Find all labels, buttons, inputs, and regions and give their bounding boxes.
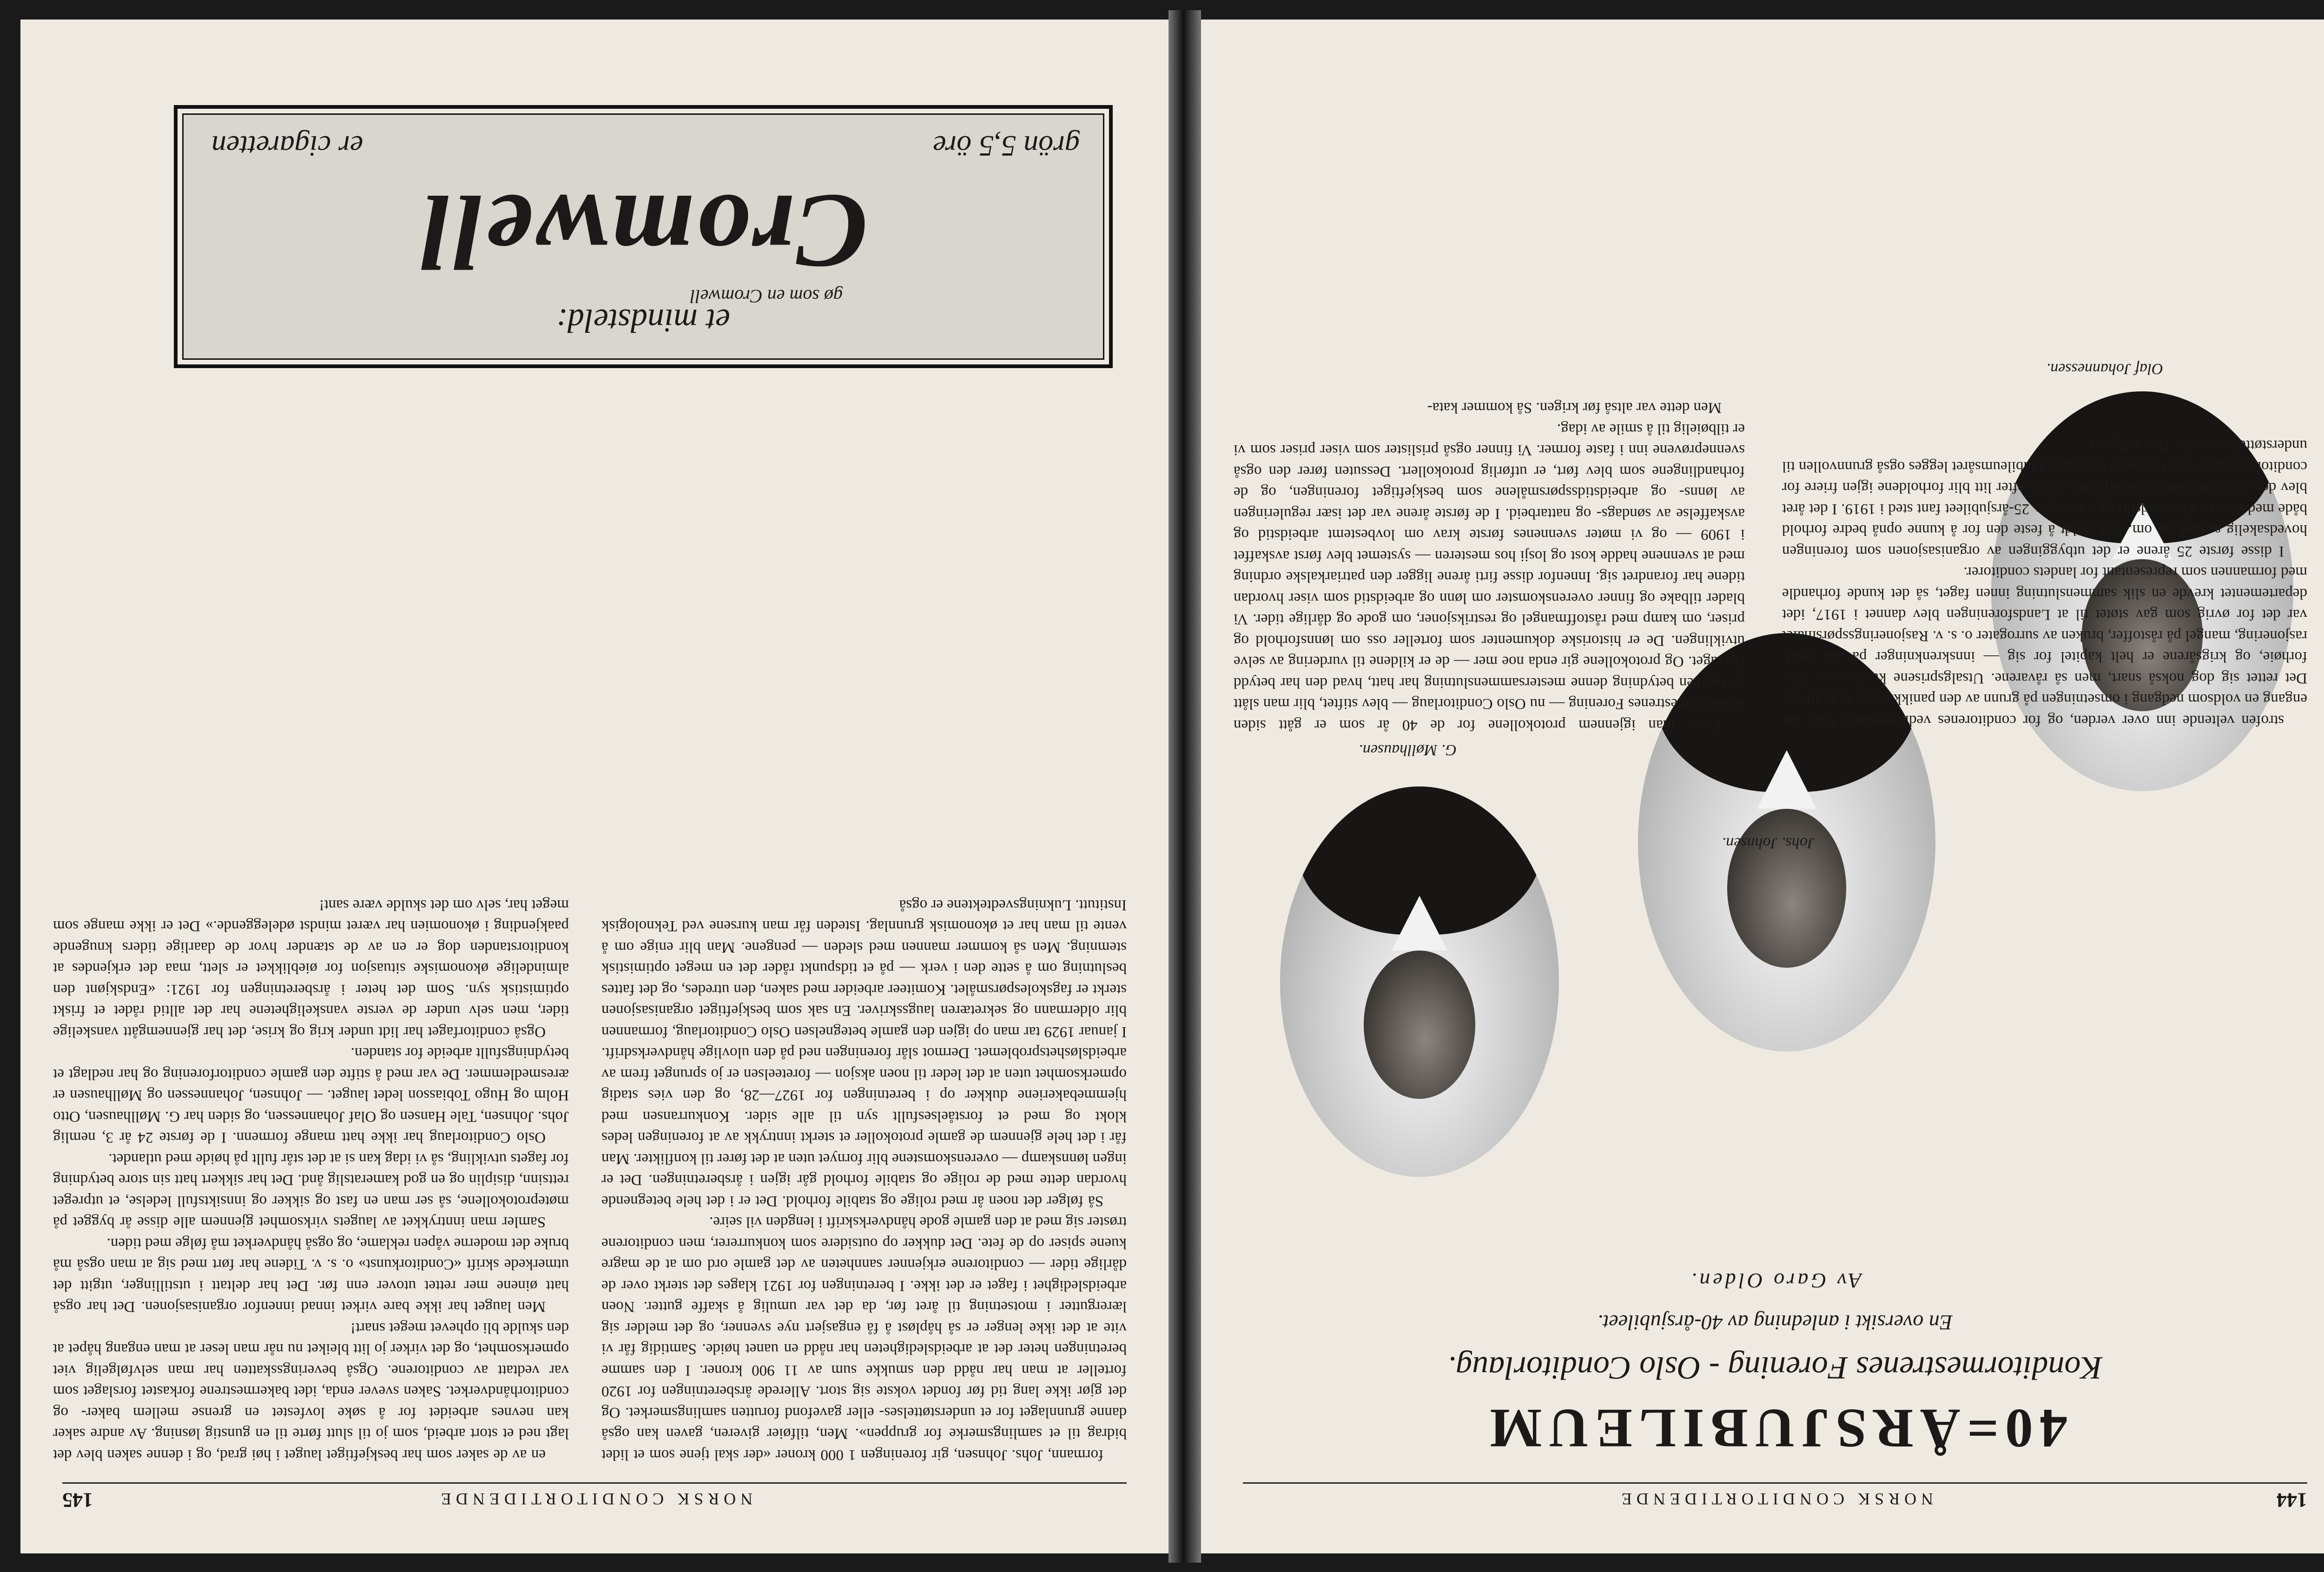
text-column [601,382,1127,1465]
ad-brand: Cromwell [418,172,869,291]
paragraph: Men lauget har ikke bare virket innad innenfor organisasjonen. Det har også hatt øinene mer rettet utover enn før. Det har deltatt i utstillinger, utgitt det utmerkede skrift «Conditorkunst» o. s. v. Tidene har ført med sig at man også må bruke det moderne våpen reklame, og også håndverket må følge med tiden. [53,1235,569,1315]
paragraph: Samler man inntrykket av laugets virksomhet gjennem alle disse år bygget på møteprotokollene, så ser man en fast og sikker og innsiktsfull ledelse, et utpreget rettsinn, disiplin og en god kameratslig ånd. Det har sikkert hatt sin store betydning for fagets utvikling, så vi idag kan si at det står fullt på høide med utlandet. [53,1150,569,1231]
book-gutter [1169,10,1201,1563]
paragraph: Leser man igjennem protokollene for de 40 år som er gått siden Konditormestrenes Forening — nu Oslo Conditorlaug — blev stiftet, blir man slått av hvilken betydning denne mestersammenslutning har hatt, hvad den har betydd for faget. Og protokollene gir enda noe mer — de er kildene til vurdering av selve utviklingen. De er historiske dokumenter som forteller oss om lønnsforhold og priser, om kamp med råstoffmangel og restriksjoner, om gode og dårlige tider. Vi blader tilbake og finner overenskomster om lønn og arbeidstid som viser hvordan tidene har forandret sig. Innenfor disse firti årene ligger den patriarkalske ordning med at svennene hadde kost og losji hos mesteren — systemet blev først avskaffet i 1909 — og vi møter svennenes første krav om lovbestemt arbeidstid og avskaffelse av søndags- og nattarbeid. I de første årene var det især reguleringen av lønns- og arbeidstidsspørsmålene som beskjeftiget foreningen, og de forhandlingene som blev ført, er utførlig protokollert. Dessuten fører den også svenneprøvene inn i faste former. Vi finner også prislister som viser priser som vi er tilbøielig til å smile av idag. [1234,421,1745,733]
page-145 [20,20,1169,1553]
paragraph: formann, Johs. Johnsen, gir foreningen 1 000 kroner «der skal tjene som et lidet bidrag til et samlingsmerke for gruppen». Men, tilføier giveren, gaven kan også danne grunnlaget for et understøttelses- eller gavefond forutten samlingsmerket. Og det gjør ikke lang tid før fondet vokste sig stort. Allerede årsberetningen for 1920 forteller at man har nådd den smukke sum av 11 900 kroner. I den samme beretningen heter det at arbeidsledigheten har nådd en uanet høide. Samtidig får vi vite at det ikke lenger er så håpløst å få engasjert nye svenner, og det melder sig lærergutter i motsetning til året før, da det var umulig å skaffe gutter. Noen arbeidsledighet i faget er det ikke. I beretningen for 1921 klages det sterkt over de dårlige tider — conditorene erkjenner sannheten av det gamle ord om at de magre kuene spiser op de fete. Det dukker op outsidere som konkurrerer, men conditorene trøster sig med at den gamle gode håndverkskrift i lengden vil seire. [601,1214,1127,1463]
text-column [53,382,569,1465]
article-subheading: En oversikt i anledning av 40-årsjubileet. [1598,1311,1953,1334]
ad-line: er cigaretten [211,130,363,163]
portrait-caption: G. Møllhausen. [1359,741,1457,759]
text-column [1782,38,2307,731]
paragraph: Men dette var altså før krigen. Så kommer kata- [1427,399,1722,416]
article-subtitle: Konditormestrenes Forening - Oslo Conditorlaug. [1447,1350,2103,1386]
paragraph: Også conditorfaget har lidt under krig og krise, det har gjennemgått vanskelige tider, men selv under de verste vanskelighetene har det alltid rådet et friskt optimistisk syn. Som det heter i årsberetningen for 1921: «Endskjønt den almindelige økonomiske situasjon for øieblikket er slett, maa det erkjendes at konditorstanden dog er en av de stænder hvor de daarlige tiders knugende paakjending i økonomien har været mindst ødeleggende.» Det er ikke mange som meget har, selv om det skulde være sant! [53,897,569,1040]
paragraph: Så følger det noen år med rolige og stabile forhold. Det er i det hele betegnende hvordan dette med de rolige og stabile forhold går igjen i årsberetningen. Det er ingen lønnskamp — overenskomstene blir fornyet uten at det fører til konflikter. Man får i det hele gjennem de gamle protokoller et sterkt inntrykk av at foreningen ledes klokt og med et forståelsesfullt syn til alle sider. Konkurransen med hjemmebakeriene dukker op i beretningen for 1927—28, og den vies stadig opmerksomhet uten at det leder til noen aksjon — foreteelsen er jo sprunget frem av arbeidsløshetsproblemet. Dermot slår foreningen ned på den ulovlige håndverksdrift. I januar 1929 tar man op igjen den gamle betegnelsen Oslo Conditorlaug, formannen blir oldermann og sekretæren laugsskriver. En sak som beskjeftiget organisasjonen sterkt er fagskolespørsmålet. Komiteer arbeider med saken, den utredes, og det fattes beslutning om å sette den i verk — på et tidspunkt råder det en meget optimistisk stemning. Men så kommer mannen med sleden — pengene. Man blir enige om å vente til man har et økonomisk grunnlag. Isteden får man kursene ved Teknologisk Institutt. Lukningsvedtektene er også [601,897,1127,1209]
portrait-caption: Olaf Johannessen. [2046,360,2163,377]
running-head [62,1482,1127,1521]
paragraph: Oslo Conditorlaug har ikke hatt mange formenn. I de første 24 år 3, nemlig Johs. Johnsen, Tale Hansen og Olaf Johannessen, og siden har G. Møllhausen, Otto Holm og Hugo Tobiasson ledet lauget. — Johnsen, Johannessen og Møllhausen er æresmedlemmer. De var med å stifte den gamle conditorforening og har nedlagt et betydningsfullt arbeide for standen. [53,1044,569,1146]
cigarette-advertisement [174,105,1113,368]
ad-line: et mindsteld: [556,302,730,339]
byline: Av Garo Olden. [1688,1269,1862,1293]
ad-line: gø som en Cromwell [690,286,843,307]
portrait-photo [1280,786,1559,1177]
portrait-caption: Johs. Johnsen. [1722,834,1815,852]
journal-title: NORSK CONDITORTIDENDE [1617,1490,1934,1508]
page-number: 144 [2277,1489,2307,1512]
paragraph: I disse første 25 årene er det utbyggingen av organisasjonen som foreningen hovedsakelig samlet sig om. Det gjaldt å feste den for å kunne opnå bedre forhold både med hensyn til arbeidstid og lønninger. 25-årsjubileet fant sted i 1919. I det året blev det også slutt med rasjoneringen, og litt efter litt blir forholdene igjen friere for conditornæringen som for andre næringer. I jubileumsåret legges også grunnvollen til understøttelsesfondet. Den tidligere [1782,437,2307,560]
text-column [1234,38,1745,735]
paragraph: en av de saker som har beskjeftiget lauget i høi grad, og i denne saken blev det lagt ned et stort arbeid, som jo til slutt førte til en gunstig løsning. Av andre saker kan nevnes arbeidet for å søke lovfestet en grense mellem baker- og conditorhåndverket. Saken svever enda, idet bakermestrene forkastet forslaget som var vedtatt av conditorene. Også beveringsskatten har man selvfølgelig viet opmerksomhet, og det virker jo litt bleiket nu når man leser at man engang håpet at den skulde bli ophevet meget snart! [53,1320,569,1463]
article-title: 40=ÅRSJUBILEUM [1483,1398,2067,1460]
running-head [1243,1482,2307,1521]
paragraph: strofen veltende inn over verden, og for conditorenes vedkommende blev det engang en voldsom nedgang i omsetningen på grunn av den panikkartede forholdene. Det rettet sig dog nokså snart, men så råvarene. Utsalgsprisene kunde man ikke forhøie, og krigsårene er helt kapitel for sig — innskrenkninger på alle hold, rasjonering, mangel på råstoffer, bruken av surrogater o. s. v. Rasjoneringsspørsmålet var det for øvrig som gav støtet til at Landsforeningen blev dannet i 1917, idet departementet krevde en slik sammenslutning innen faget, så det kunde forhandle med formannen som representant for landets conditorer. [1782,564,2307,729]
journal-title: NORSK CONDITORTIDENDE [436,1490,753,1508]
ad-price: grön 5,5 öre [933,130,1080,163]
page-number: 145 [62,1489,93,1512]
page-144 [1201,20,2324,1553]
